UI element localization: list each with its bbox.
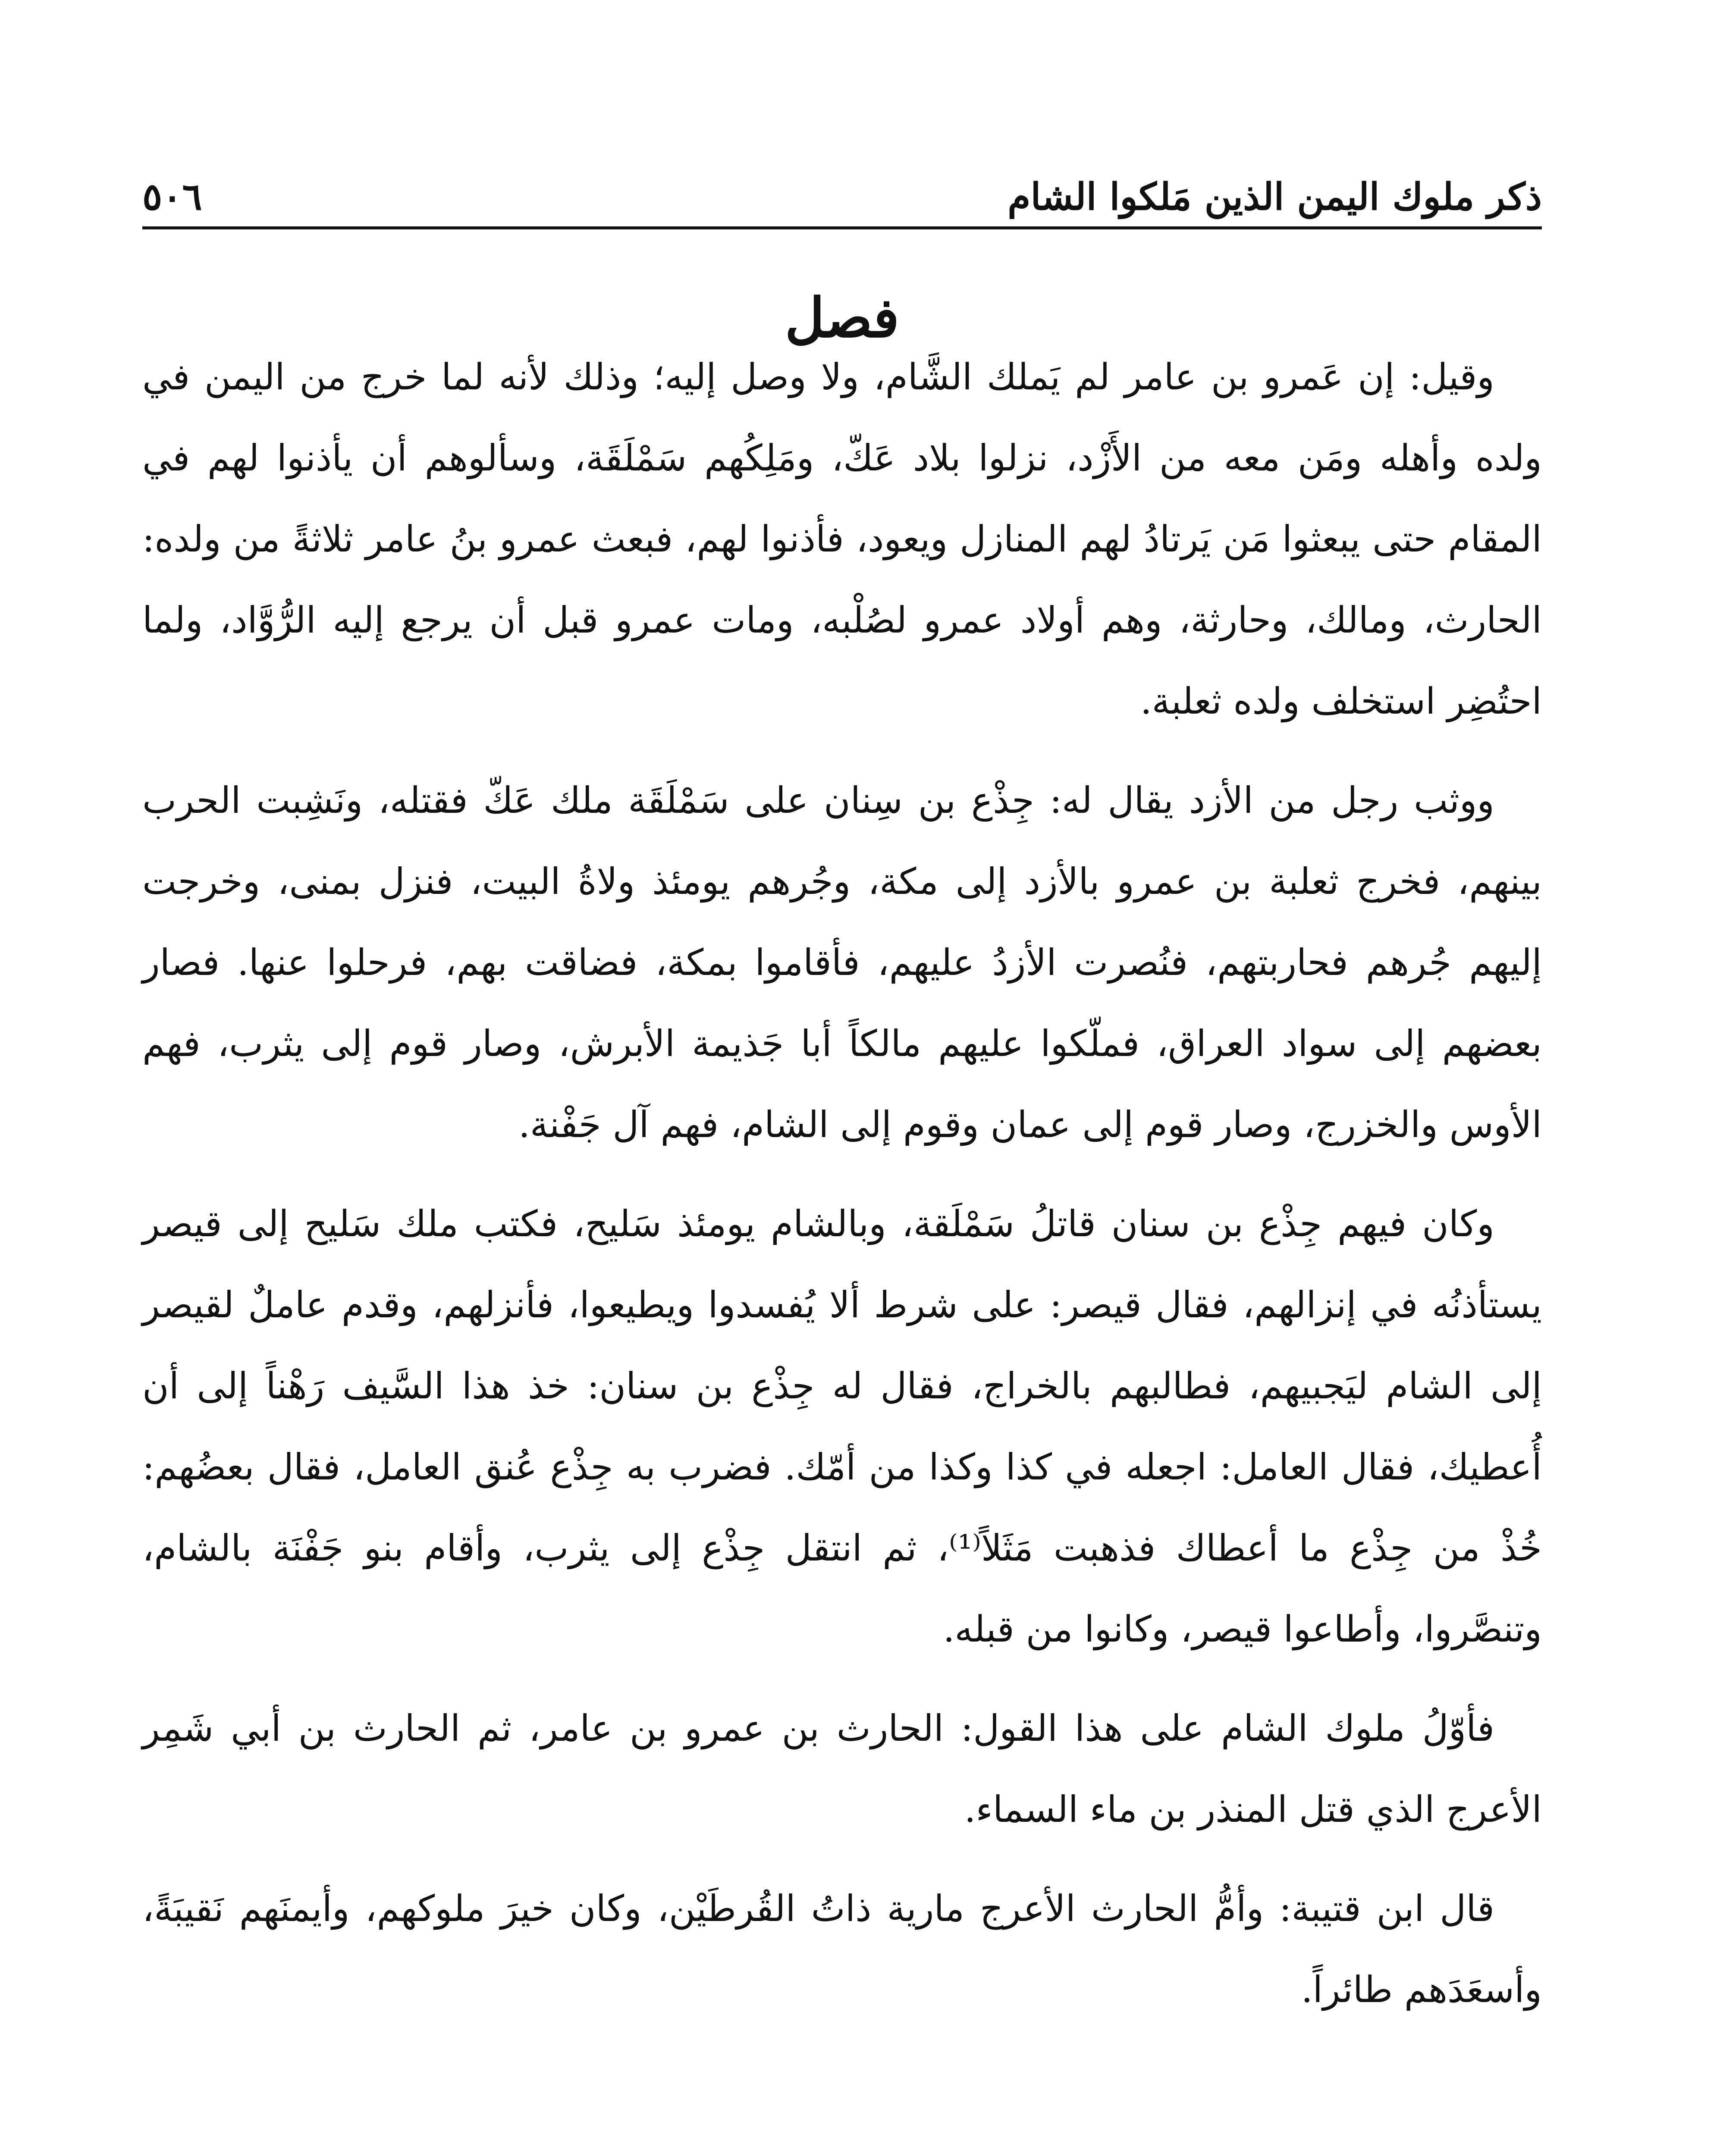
main-body-text: [142, 336, 1542, 2048]
page-number: ٥٠٦: [142, 175, 202, 219]
running-header: [142, 142, 1542, 219]
paragraph-1: وقيل: إن عَمرو بن عامر لم يَملك الشَّام، ولا وصل إليه؛ وذلك لأنه لما خرج من اليمن في ولده وأهله ومَن معه من الأَزْد، نزلوا بلاد عَكّ، ومَلِكُهم سَمْلَقَة، وسألوهم أن يأذنوا لهم في المقام حتى يبعثوا مَن يَرتادُ لهم المنازل ويعود، فأذنوا لهم، فبعث عمرو بنُ عامر ثلاثةً من ولده: الحارث، ومالك، وحارثة، وهم أولاد عمرو لصُلْبه، ومات عمرو قبل أن يرجع إليه الرُّوَّاد، ولما احتُضِر استخلف ولده ثعلبة.: [142, 356, 1542, 722]
paragraph-4: فأوّلُ ملوك الشام على هذا القول: الحارث بن عمرو بن عامر، ثم الحارث بن أبي شَمِر الأعرج الذي قتل المنذر بن ماء السماء.: [142, 1707, 1542, 1830]
paragraph-5: قال ابن قتيبة: وأمُّ الحارث الأعرج مارية ذاتُ القُرطَيْن، وكان خيرَ ملوكهم، وأيمنَهم نَقيبَةً، وأسعَدَهم طائراً.: [142, 1887, 1542, 2011]
running-header-title: ذكر ملوك اليمن الذين مَلكوا الشام: [1007, 175, 1542, 219]
header-rule: [142, 226, 1542, 229]
section-heading: فصل: [785, 286, 899, 350]
paragraph-3: وكان فيهم جِذْع بن سنان قاتلُ سَمْلَقة، وبالشام يومئذ سَليح، فكتب ملك سَليح إلى قيصر يستأذنُه في إنزالهم، فقال قيصر: على شرط ألا يُفسدوا ويطيعوا، فأنزلهم، وقدم عاملٌ لقيصر إلى الشام ليَجبيهم، فطالبهم بالخراج، فقال له جِذْع بن سنان: خذ هذا السَّيف رَهْناً إلى أن أُعطيك، فقال العامل: اجعله في كذا وكذا من أمّك. فضرب به جِذْع عُنق العامل، فقال بعضُهم: خُذْ من جِذْع ما أعطاك فذهبت مَثَلاً⁽¹⁾، ثم انتقل جِذْع إلى يثرب، وأقام بنو جَفْنَة بالشام، وتنصَّروا، وأطاعوا قيصر، وكانوا من قبله.: [142, 1203, 1542, 1650]
paragraph-2: ووثب رجل من الأزد يقال له: جِذْع بن سِنان على سَمْلَقَة ملك عَكّ فقتله، ونَشِبت الحرب بينهم، فخرج ثعلبة بن عمرو بالأزد إلى مكة، وجُرهم يومئذ ولاةُ البيت، فنزل بمنى، وخرجت إليهم جُرهم فحاربتهم، فنُصرت الأزدُ عليهم، فأقاموا بمكة، فضاقت بهم، فرحلوا عنها. فصار بعضهم إلى سواد العراق، فملّكوا عليهم مالكاً أبا جَذيمة الأبرش، وصار قوم إلى يثرب، فهم الأوس والخزرج، وصار قوم إلى عمان وقوم إلى الشام، فهم آل جَفْنة.: [142, 779, 1542, 1146]
book-page: [142, 112, 1542, 2156]
